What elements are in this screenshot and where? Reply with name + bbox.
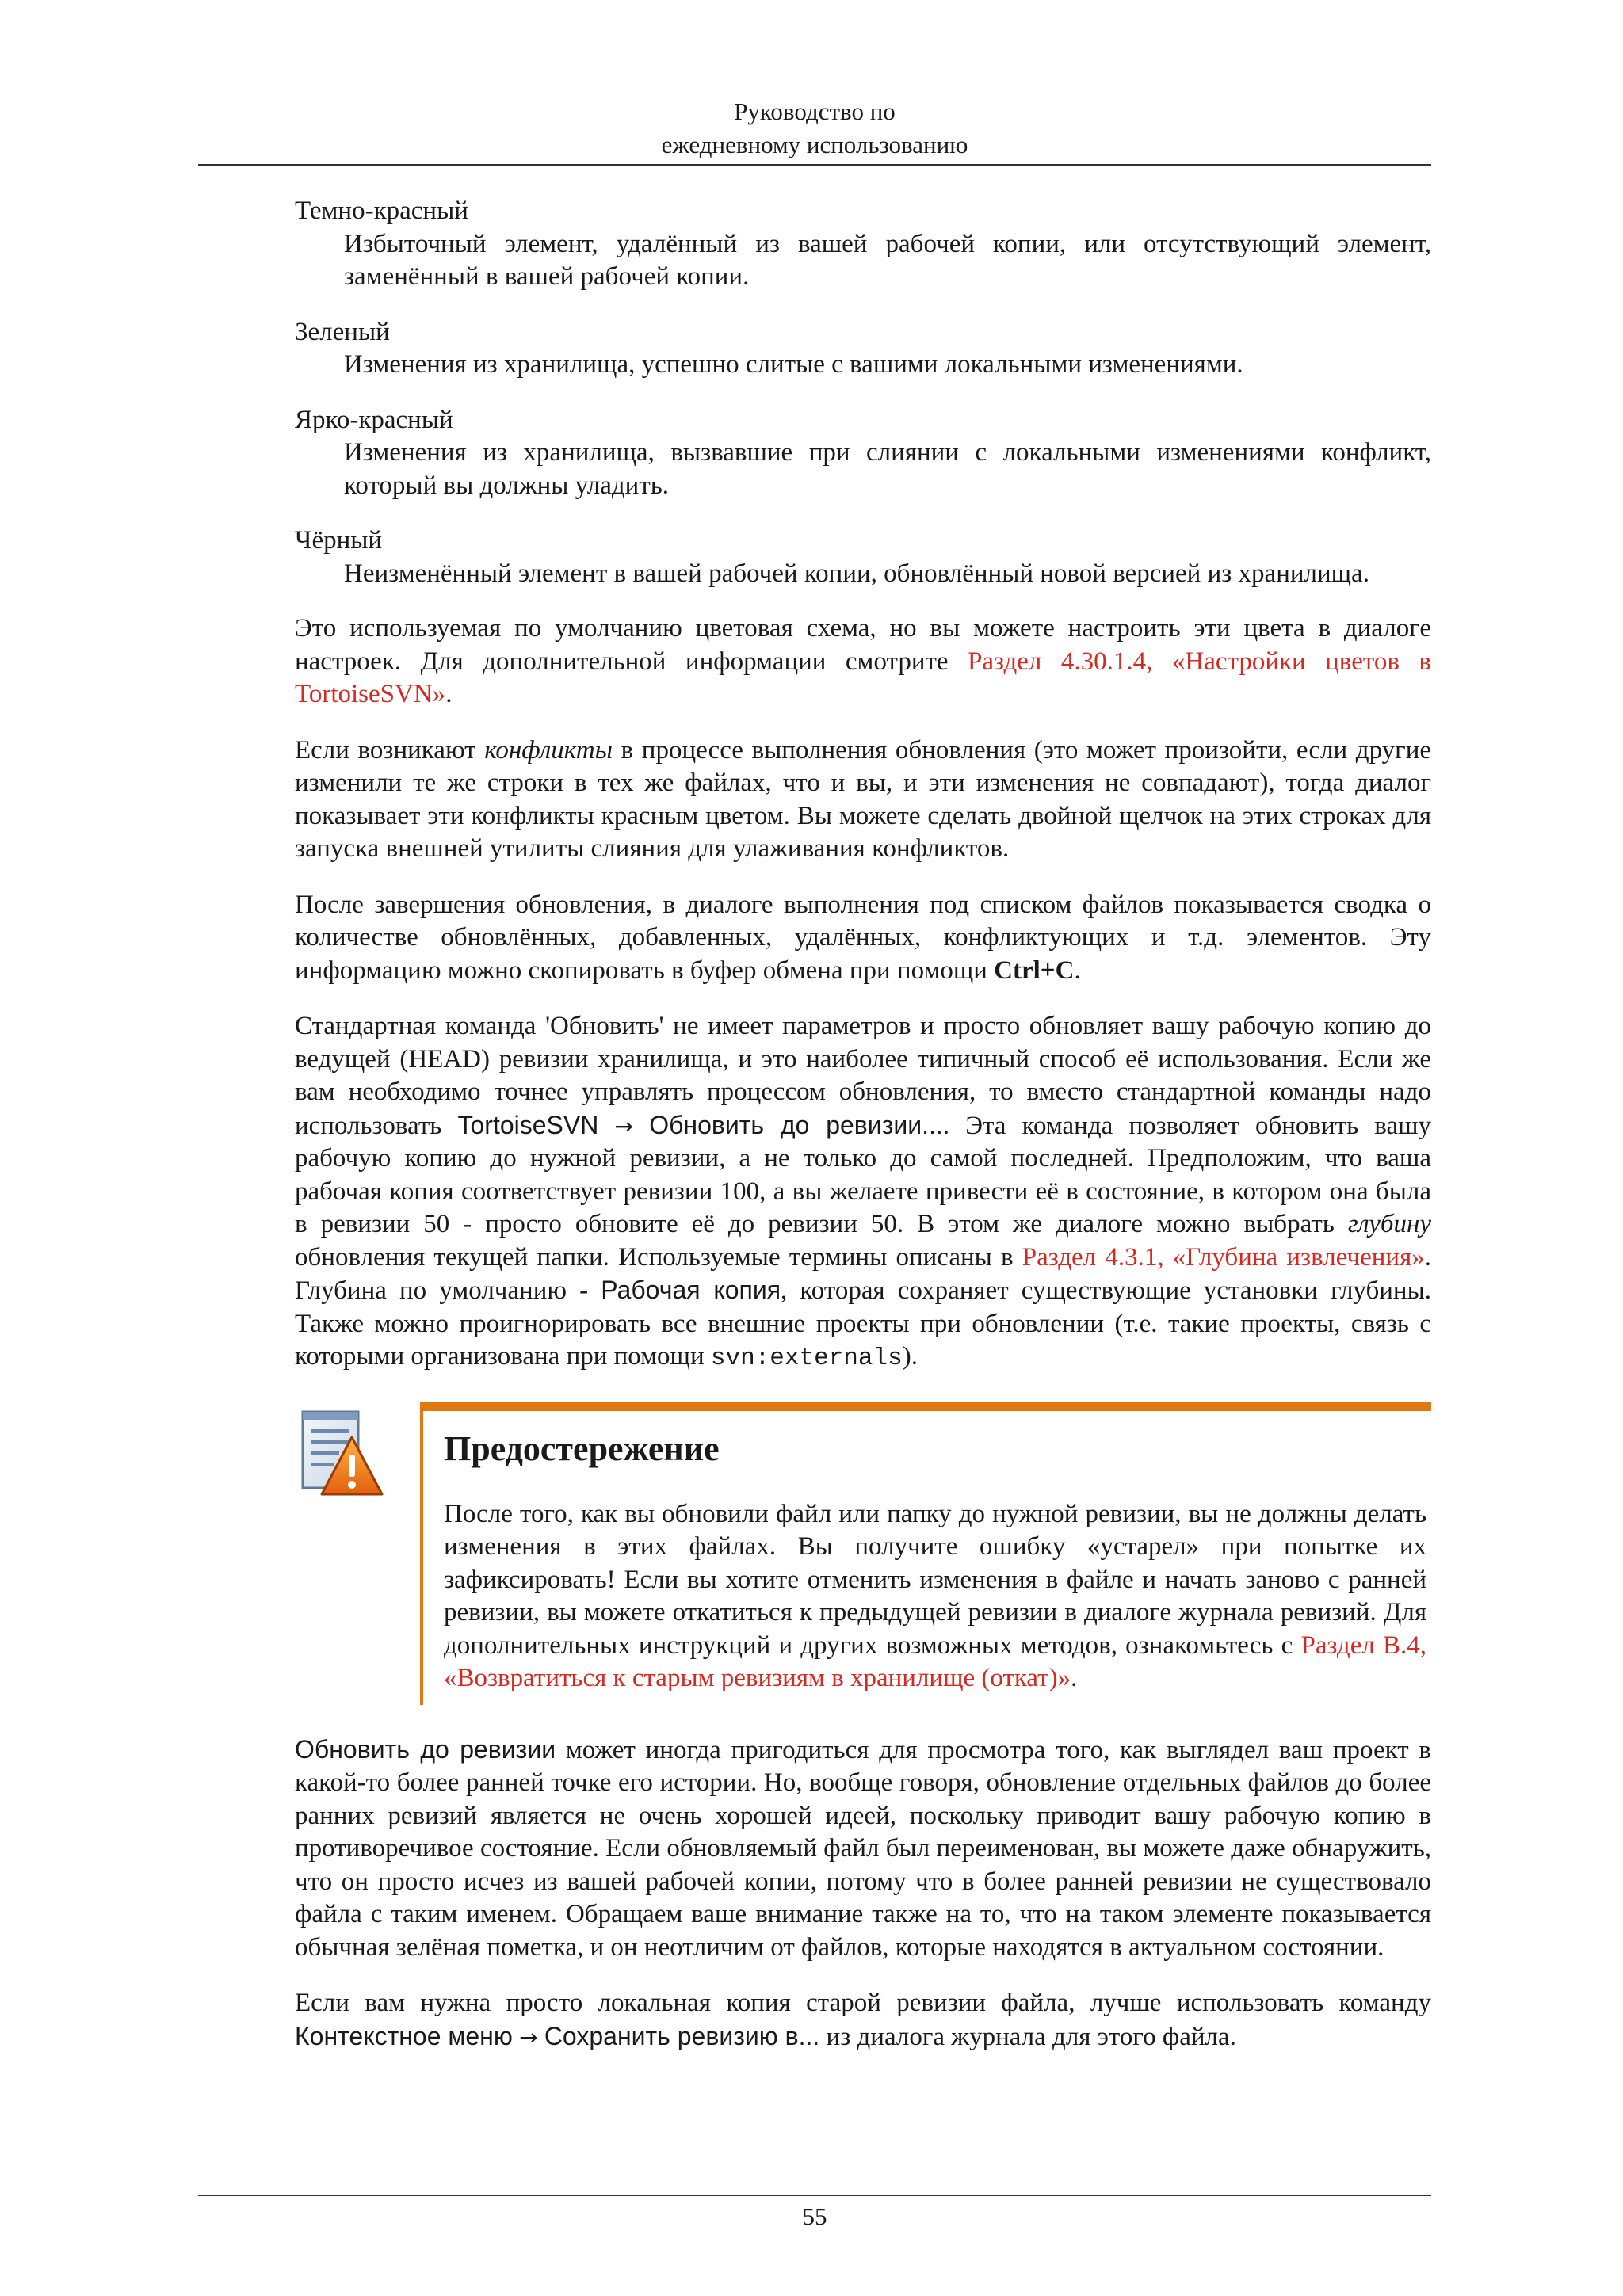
menu-item-update-to-revision: Обновить до ревизии... (649, 1110, 943, 1139)
menu-item-context-menu: Контекстное меню (295, 2021, 513, 2050)
emphasis-depth: глубину (1347, 1210, 1431, 1238)
menu-item-tortoisesvn: TortoiseSVN (457, 1110, 599, 1139)
caution-icon (300, 1409, 387, 1499)
link-revert-revisions[interactable]: Раздел B.4, «Возвратиться к старым ревизиям в хранилище (откат)» (444, 1630, 1426, 1692)
definition-description: Изменения из хранилища, вызвавшие при слиянии с локальными изменениями конфликт, который вы должны уладить. (344, 438, 1431, 500)
paragraph-text: , которая сохраняет существующие установки глубины. Также можно проигнорировать все внешние проекты при обновлении (т.е. такие проекты, связь с которыми организована при помощи (295, 1276, 1432, 1371)
caution-title: Предостережение (444, 1428, 720, 1468)
arrow-icon: → (614, 1112, 633, 1139)
link-checkout-depth[interactable]: Раздел 4.3.1, «Глубина извлечения» (1022, 1242, 1425, 1272)
paragraph-text: из диалога журнала для этого файла. (819, 2022, 1236, 2051)
page-number: 55 (802, 2203, 827, 2230)
definition-entry (295, 524, 1431, 590)
paragraph-summary (295, 889, 1431, 988)
menu-item-save-revision: Сохранить ревизию в... (544, 2021, 820, 2050)
paragraph-text: ). (902, 1342, 918, 1371)
paragraph-update-history (295, 1733, 1431, 1965)
paragraph-text: . Эта команда позволяет обновить вашу рабочую копию до нужной ревизии, а не только до самой последней. Предположим, что ваша рабочая копия соответствует ревизии 100, а вы желаете привести её в состояние, в котором она была в ревизии 50 - просто обновите её до ревизии 50. В этом же диалоге можно выбрать (295, 1111, 1432, 1238)
definition-description: Изменения из хранилища, успешно слитые с вашими локальными изменениями. (344, 350, 1243, 379)
footer-divider (198, 2195, 1431, 2196)
paragraph-text: Если вам нужна просто локальная копия старой ревизии файла, лучше использовать команду (295, 1989, 1431, 2017)
paragraph-text: Стандартная команда 'Обновить' не имеет параметров и просто обновляет вашу рабочую копию до ведущей (HEAD) ревизии хранилища, и это наиболее типичный способ её использования. Если же вам необходимо точнее управлять процессом обновления, то вместо стандартной команды надо использовать (295, 1012, 1431, 1140)
definition-term: Ярко-красный (295, 405, 453, 434)
definition-term: Чёрный (295, 526, 383, 555)
link-color-settings[interactable]: Раздел 4.30.1.4, «Настройки цветов в TortoiseSVN» (295, 646, 1431, 708)
definition-description: Неизменённый элемент в вашей рабочей копии, обновлённый новой версией из хранилища. (344, 559, 1369, 588)
page-header (198, 95, 1431, 162)
paragraph-text: в процессе выполнения обновления (это может произойти, если другие изменили те же строки в тех же файлах, что и вы, и эти изменения не совпадают), тогда диалог показывает эти конфликты красным цветом. Вы можете сделать двойной щелчок на этих строках для запуска внешней утилиты слияния для улаживания конфликтов. (295, 735, 1431, 863)
header-line-2: ежедневному использованию (661, 131, 968, 158)
caution-admonition (295, 1402, 1431, 1705)
definition-term: Темно-красный (295, 196, 468, 225)
definition-entry (295, 404, 1431, 503)
gui-working-copy: Рабочая копия (601, 1276, 781, 1304)
paragraph-text: Если возникают (295, 735, 485, 765)
definition-entry (295, 316, 1431, 382)
caution-body: После того, как вы обновили файл или папку до нужной ревизии, вы не должны делать изменения в этих файлах. Вы получите ошибку «устарел» при попытке их зафиксировать! Если вы хотите отменить изменения в файле и начать заново с ранней ревизии, вы можете откатиться к предыдущей ревизии в диалоге журнала ревизий. Для дополнительных инструкций и других возможных методов, ознакомьтесь с (444, 1499, 1426, 1660)
caution-text (444, 1498, 1426, 1695)
caution-box (420, 1402, 1431, 1705)
paragraph-text: . (1074, 955, 1081, 985)
paragraph-text: обновления текущей папки. Используемые термины описаны в (295, 1242, 1022, 1272)
gui-update-to-revision: Обновить до ревизии (295, 1734, 556, 1764)
caution-body-end: . (1071, 1664, 1078, 1692)
emphasis-conflicts: конфликты (484, 735, 613, 765)
code-svn-externals: svn:externals (710, 1344, 903, 1372)
paragraph-text: Это используемая по умолчанию цветовая схема, но вы можете настроить эти цвета в диалоге настроек. Для дополнительной информации смотрите (295, 614, 1431, 676)
paragraph-text: После завершения обновления, в диалоге выполнения под списком файлов показывается сводка о количестве обновлённых, добавленных, удалённых, конфликтующих и т.д. элементов. Эту информацию можно скопировать в буфер обмена при помощи (295, 890, 1431, 985)
header-line-1: Руководство по (734, 97, 896, 125)
definition-term: Зеленый (295, 317, 390, 346)
arrow-icon: → (519, 2023, 538, 2050)
paragraph-text: может иногда пригодиться для просмотра того, как выглядел ваш проект в какой-то более ранней точке его истории. Но, вообще говоря, обновление отдельных файлов до более ранних ревизий является не очень хорошей идеей, поскольку приводит вашу рабочую копию в противоречивое состояние. Если обновляемый файл был переименован, вы можете даже обнаружить, что он просто исчез из вашей рабочей копии, потому что в более ранней ревизии не существовало файла с таким именем. Обращаем ваше внимание также на то, что на таком элементе показывается обычная зелёная пометка, и он неотличим от файлов, которые находятся в актуальном состоянии. (295, 1735, 1431, 1962)
paragraph-update-to-revision (295, 1010, 1431, 1375)
paragraph-text: . (445, 680, 453, 708)
paragraph-save-revision (295, 1987, 1431, 2054)
paragraph-text: . Глубина по умолчанию - (295, 1242, 1432, 1305)
paragraph-color-scheme (295, 612, 1431, 711)
definition-description: Избыточный элемент, удалённый из вашей рабочей копии, или отсутствующий элемент, заменённый в вашей рабочей копии. (344, 229, 1431, 291)
header-divider (198, 164, 1431, 166)
page-content (295, 195, 1431, 2077)
keyboard-shortcut: Ctrl+C (994, 955, 1075, 985)
definition-entry (295, 195, 1431, 294)
paragraph-conflicts (295, 734, 1431, 866)
